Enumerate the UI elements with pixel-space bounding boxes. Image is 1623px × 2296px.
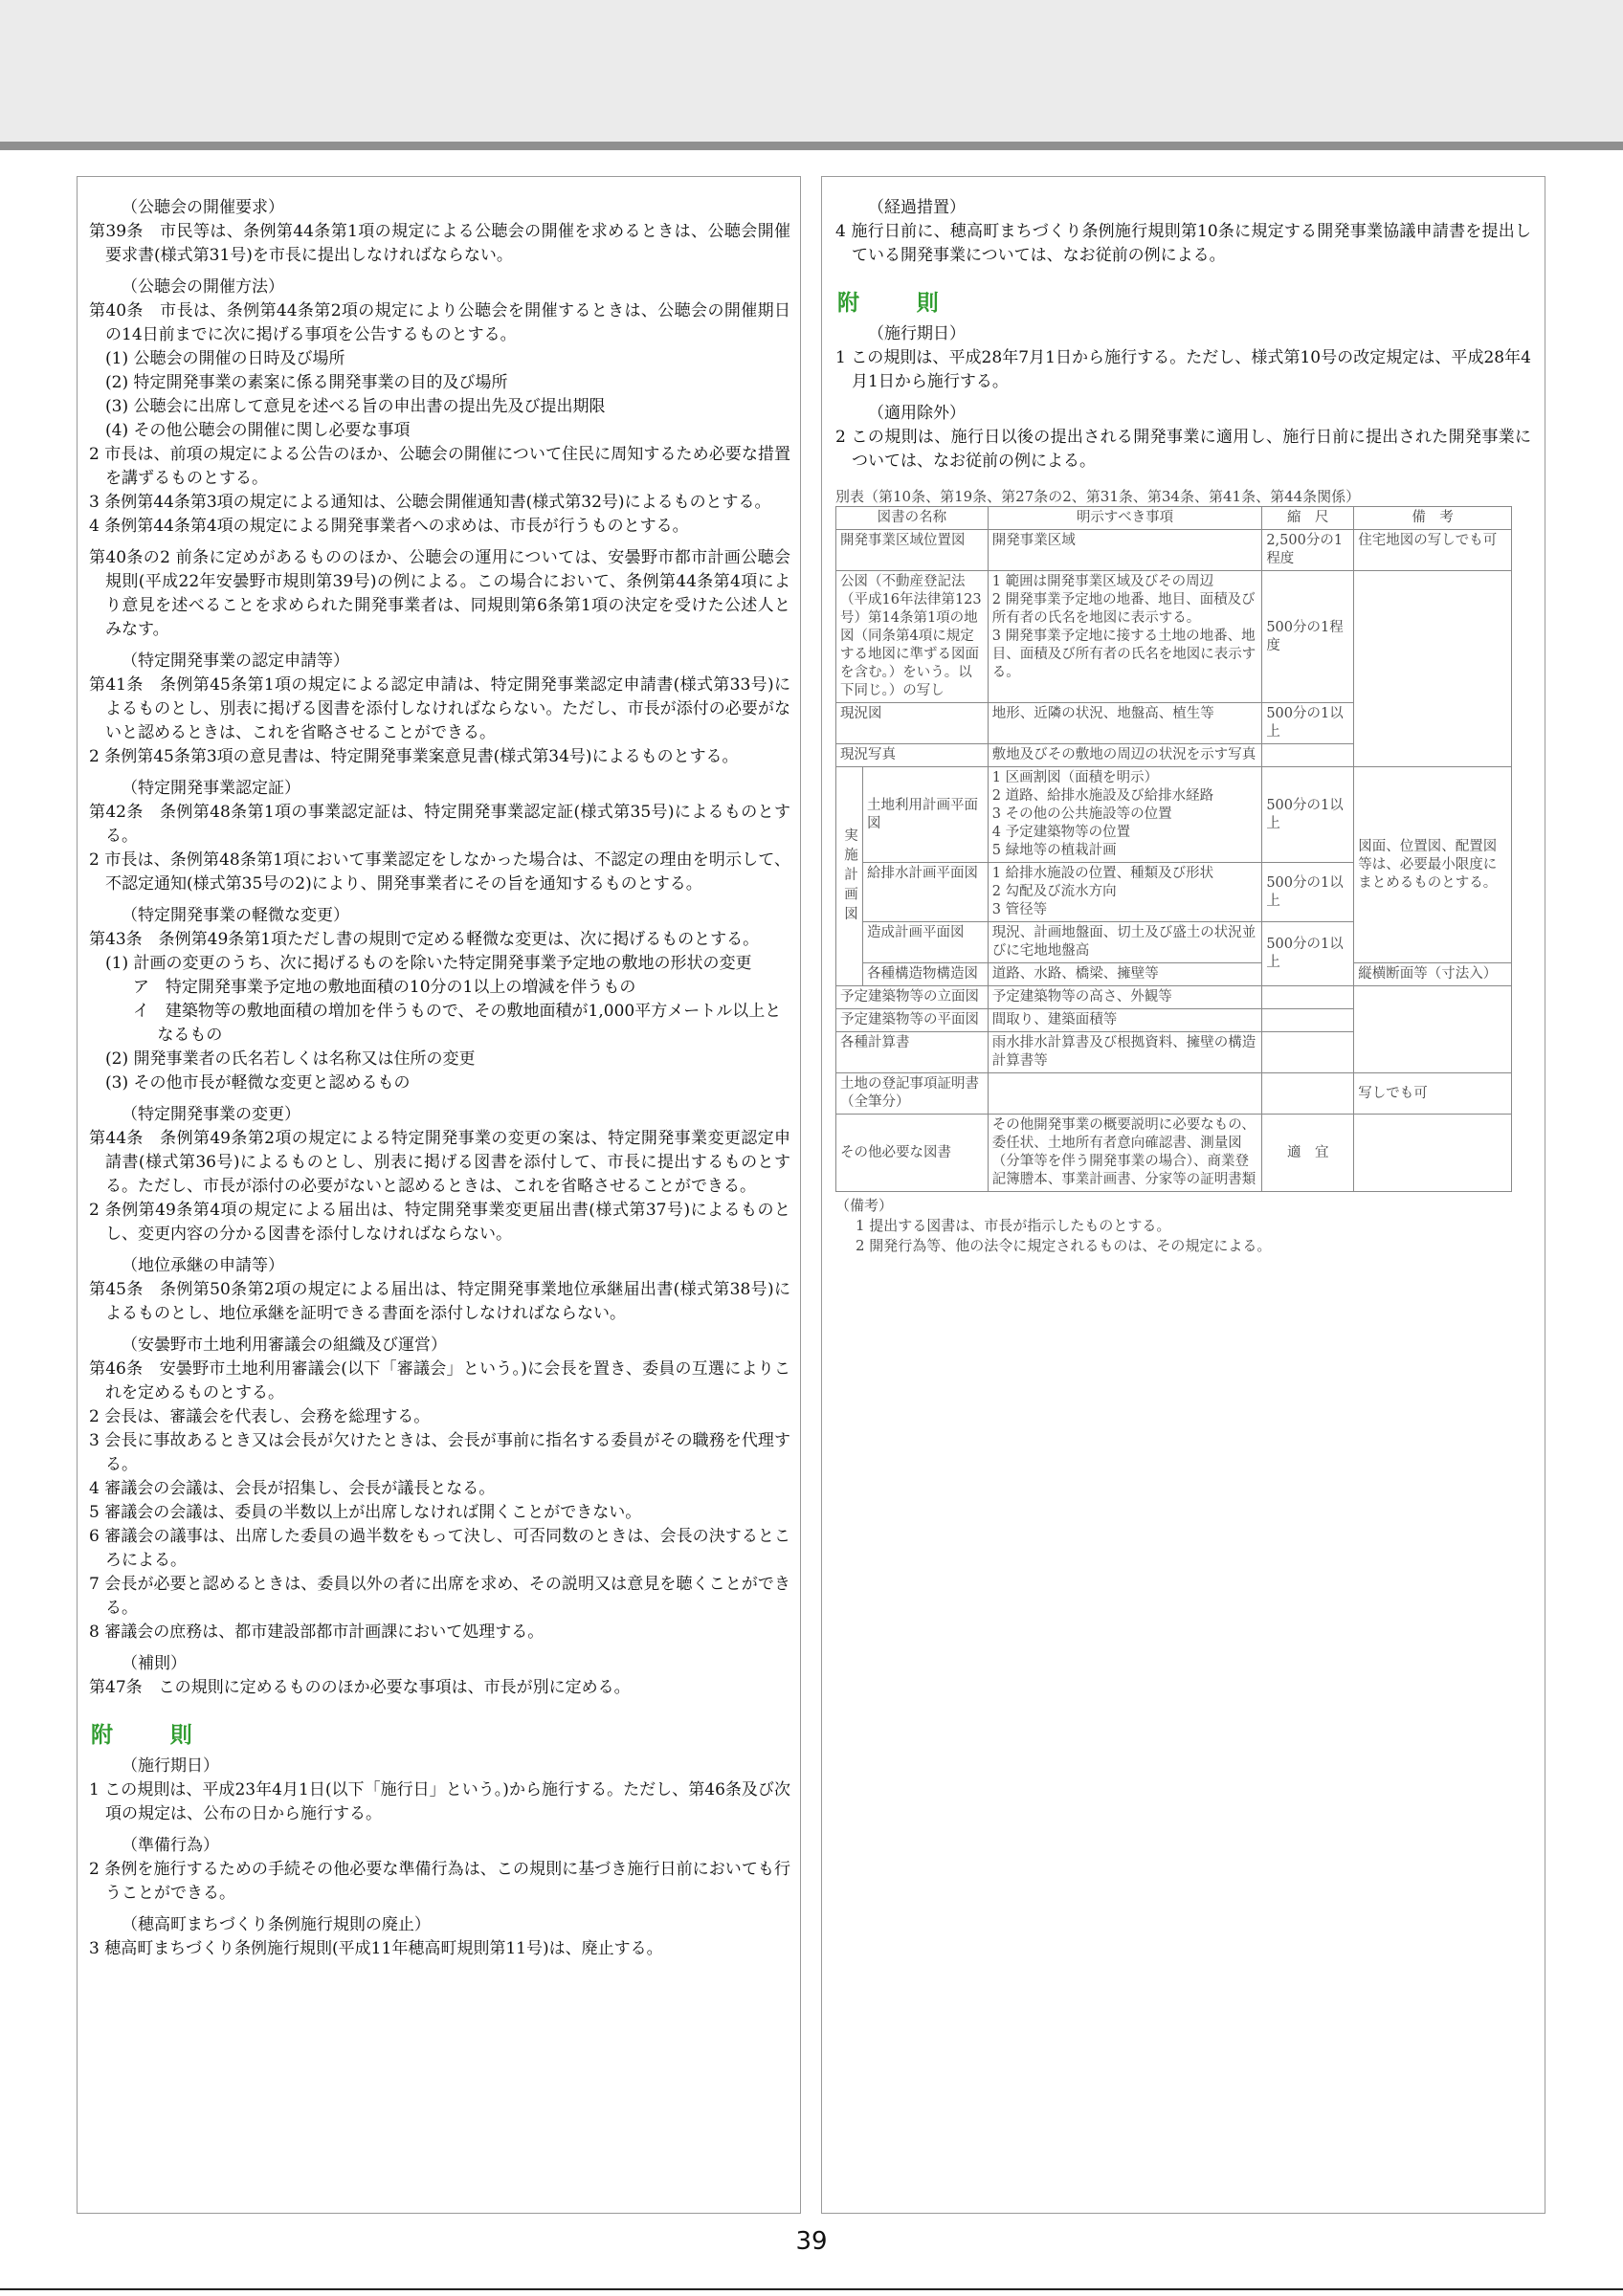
article-section (89, 1755, 790, 1826)
article-caption: （特定開発事業の軽微な変更） (122, 906, 349, 925)
doc-name: 各種構造物構造図 (863, 963, 989, 986)
article-paragraph: 2 条例第49条第4項の規定による届出は、特定開発事業変更届出書(様式第37号)によるものとし、変更内容の分かる図書を添付しなければならない。 (89, 1201, 790, 1244)
doc-scale: 500分の1程度 (1262, 571, 1354, 703)
article-section (89, 196, 790, 268)
header-remarks: 備 考 (1354, 507, 1512, 530)
header-document-name: 図書の名称 (836, 507, 989, 530)
article-section (89, 1913, 790, 1961)
supplementary-provisions-heading: 附 則 (91, 1723, 211, 1748)
right-sections (835, 196, 1531, 268)
doc-items: 道路、水路、橋梁、擁壁等 (988, 963, 1262, 986)
article-paragraph: 3 穂高町まちづくり条例施行規則(平成11年穂高町規則第11号)は、廃止する。 (89, 1939, 663, 1958)
doc-name: 公図（不動産登記法（平成16年法律第123号）第14条第1項の地図（同条第4項に規定する地図に準ずる図面を含む。）をいう。以下同じ。）の写し (836, 571, 989, 703)
article-section (89, 546, 790, 642)
article-section (89, 904, 790, 1095)
article-section (835, 322, 1531, 394)
doc-scale: 500分の1以上 (1262, 863, 1354, 922)
article-paragraph: 4 施行日前に、穂高町まちづくり条例施行規則第10条に規定する開発事業協議申請書を提出している開発事業については、なお従前の例による。 (835, 222, 1531, 265)
doc-scale: 2,500分の1程度 (1262, 530, 1354, 571)
article-paragraph: 4 審議会の会議は、会長が招集し、会長が議長となる。 (89, 1479, 496, 1498)
article-paragraph: 第39条 市民等は、条例第44条第1項の規定による公聴会の開催を求めるときは、公聴会開催要求書(様式第31号)を市長に提出しなければならない。 (89, 222, 790, 265)
left-sections (89, 196, 790, 1700)
article-paragraph: 第46条 安曇野市土地利用審議会(以下「審議会」という。)に会長を置き、委員の互選によりこれを定めるものとする。 (89, 1359, 790, 1402)
doc-items: 1 範囲は開発事業区域及びその周辺 2 開発事業予定地の地番、地目、面積及び所有者の氏名を地図に表示する。 3 開発事業予定地に接する土地の地番、地目、面積及び所有者の氏名を地図に表示する。 (988, 571, 1262, 703)
right-column (821, 176, 1545, 2214)
doc-name: 現況図 (836, 703, 989, 744)
article-item: (2) 開発事業者の氏名若しくは名称又は住所の変更 (105, 1049, 476, 1069)
doc-scale: 500分の1以上 (1262, 922, 1354, 986)
article-section (89, 1254, 790, 1326)
doc-name: 土地の登記事項証明書（全筆分） (836, 1073, 989, 1115)
article-item: イ 建築物等の敷地面積の増加を伴うもので、その敷地面積が1,000平方メートル以上となるもの (132, 1002, 782, 1045)
appendix-table (835, 506, 1512, 1192)
doc-items: 開発事業区域 (988, 530, 1262, 571)
group-label: 実施計画図 (836, 767, 863, 986)
doc-name: 予定建築物等の平面図 (836, 1009, 989, 1032)
table-row (836, 986, 1512, 1009)
doc-scale: 500分の1以上 (1262, 767, 1354, 863)
table-notes (835, 1196, 1531, 1256)
article-caption: （施行期日） (122, 1756, 219, 1776)
doc-name: 造成計画平面図 (863, 922, 989, 963)
article-caption: （適用除外） (868, 404, 966, 423)
article-caption: （安曇野市土地利用審議会の組織及び運営） (122, 1336, 447, 1355)
doc-name: 給排水計画平面図 (863, 863, 989, 922)
doc-scale-empty (1262, 986, 1354, 1009)
note-1: 1 提出する図書は、市長が指示したものとする。 (856, 1217, 1171, 1234)
doc-items: 予定建築物等の高さ、外観等 (988, 986, 1262, 1009)
article-section (89, 276, 790, 539)
article-caption: （特定開発事業の認定申請等） (122, 651, 349, 671)
article-caption: （特定開発事業認定証） (122, 779, 300, 798)
doc-items: その他開発事業の概要説明に必要なもの、委任状、土地所有者意向確認書、測量図（分筆等を伴う開発事業の場合）、商業登記簿謄本、事業計画書、分家等の証明書類 (988, 1115, 1262, 1192)
article-caption: （地位承継の申請等） (122, 1256, 284, 1275)
doc-items: 現況、計画地盤面、切土及び盛土の状況並びに宅地地盤高 (988, 922, 1262, 963)
doc-items: 地形、近隣の状況、地盤高、植生等 (988, 703, 1262, 744)
doc-note-empty (1354, 986, 1512, 1073)
article-caption: （穂高町まちづくり条例施行規則の廃止） (122, 1915, 431, 1934)
article-section (89, 777, 790, 896)
article-paragraph: 第45条 条例第50条第2項の規定による届出は、特定開発事業地位承継届出書(様式第38号)によるものとし、地位承継を証明できる書面を添付しなければならない。 (89, 1280, 790, 1323)
table-row (836, 1073, 1512, 1115)
doc-scale-empty (1262, 744, 1354, 767)
article-paragraph: 3 条例第44条第3項の規定による通知は、公聴会開催通知書(様式第32号)によるものとする。 (89, 493, 771, 512)
article-paragraph: 8 審議会の庶務は、都市建設部都市計画課において処理する。 (89, 1623, 545, 1642)
doc-name: 開発事業区域位置図 (836, 530, 989, 571)
article-paragraph: 第40条の2 前条に定めがあるもののほか、公聴会の運用については、安曇野市都市計画公聴会規則(平成22年安曇野市規則第39号)の例による。この場合において、条例第44条第4項により意見を述べることを求められた開発事業者は、同規則第6条第1項の決定を受けた公述人とみなす。 (89, 548, 790, 639)
left-supplementary (89, 1755, 790, 1961)
header-scale: 縮 尺 (1262, 507, 1354, 530)
article-paragraph: 5 審議会の会議は、委員の半数以上が出席しなければ開くことができない。 (89, 1503, 642, 1522)
article-caption: （補則） (122, 1654, 187, 1673)
table-row (836, 571, 1512, 703)
doc-scale-empty (1262, 1032, 1354, 1073)
article-paragraph: 7 会長が必要と認めるときは、委員以外の者に出席を求め、その説明又は意見を聴くことができる。 (89, 1575, 790, 1618)
article-paragraph: 2 市長は、条例第48条第1項において事業認定をしなかった場合は、不認定の理由を明示して、不認定通知(様式第35号の2)により、開発事業者にその旨を通知するものとする。 (89, 850, 790, 894)
article-section (89, 1103, 790, 1247)
right-supplementary (835, 322, 1531, 474)
article-paragraph: 3 会長に事故あるとき又は会長が欠けたときは、会長が事前に指名する委員がその職務を代理する。 (89, 1431, 790, 1474)
notes-title: （備考） (835, 1197, 894, 1214)
doc-note-empty (1354, 1115, 1512, 1192)
article-caption: （準備行為） (122, 1836, 219, 1855)
note-2: 2 開発行為等、他の法令に規定されるものは、その規定による。 (856, 1237, 1272, 1254)
doc-scale: 500分の1以上 (1262, 703, 1354, 744)
article-item: ア 特定開発事業予定地の敷地面積の10分の1以上の増減を伴うもの (132, 978, 636, 997)
article-paragraph: 4 条例第44条第4項の規定による開発事業者への求めは、市長が行うものとする。 (89, 517, 689, 536)
article-paragraph: 第40条 市長は、条例第44条第2項の規定により公聴会を開催するときは、公聴会の開催期日の14日前までに次に掲げる事項を公告するものとする。 (89, 301, 790, 344)
appendix-table-caption: 別表（第10条、第19条、第27条の2、第31条、第34条、第41条、第44条関係） (835, 488, 1361, 505)
doc-items (988, 1073, 1262, 1115)
article-paragraph: 2 条例第45条第3項の意見書は、特定開発事業案意見書(様式第34号)によるものとする。 (89, 747, 739, 766)
article-paragraph: 1 この規則は、平成23年4月1日(以下「施行日」という。)から施行する。ただし、第46条及び次項の規定は、公布の日から施行する。 (89, 1780, 790, 1823)
article-paragraph: 2 条例を施行するための手続その他必要な準備行為は、この規則に基づき施行日前においても行うことができる。 (89, 1860, 790, 1903)
doc-name: その他必要な図書 (836, 1115, 989, 1192)
table-row (836, 767, 1512, 863)
article-paragraph: 第42条 条例第48条第1項の事業認定証は、特定開発事業認定証(様式第35号)によるものとする。 (89, 803, 790, 846)
article-section (89, 1334, 790, 1645)
doc-items: 間取り、建築面積等 (988, 1009, 1262, 1032)
doc-note: 住宅地図の写しでも可 (1354, 530, 1512, 571)
article-item: (2) 特定開発事業の素案に係る開発事業の目的及び場所 (105, 373, 508, 392)
article-caption: （特定開発事業の変更） (122, 1105, 300, 1124)
article-paragraph: 第41条 条例第45条第1項の規定による認定申請は、特定開発事業認定申請書(様式第33号)によるものとし、別表に掲げる図書を添付しなければならない。ただし、市長が添付の必要がないと認めるときは、これを省略させることができる。 (89, 675, 790, 742)
footer-rule (0, 2288, 1623, 2290)
article-section (89, 650, 790, 769)
doc-note-empty (1354, 571, 1512, 767)
article-caption: （公聴会の開催要求） (122, 198, 284, 217)
article-caption: （施行期日） (868, 324, 966, 343)
doc-name: 予定建築物等の立面図 (836, 986, 989, 1009)
article-item: (3) その他市長が軽微な変更と認めるもの (105, 1073, 411, 1093)
left-column (77, 176, 801, 2214)
article-section (89, 1652, 790, 1700)
doc-scale: 適 宜 (1262, 1115, 1354, 1192)
article-item: (1) 計画の変更のうち、次に掲げるものを除いた特定開発事業予定地の敷地の形状の変更 (105, 954, 752, 973)
table-row (836, 530, 1512, 571)
doc-scale-empty (1262, 1073, 1354, 1115)
table-row (836, 1115, 1512, 1192)
doc-items: 1 区画割図（面積を明示） 2 道路、給排水施設及び給排水経路 3 その他の公共施設等の位置 4 予定建築物等の位置 5 緑地等の植栽計画 (988, 767, 1262, 863)
article-paragraph: 2 会長は、審議会を代表し、会務を総理する。 (89, 1407, 431, 1426)
doc-name: 土地利用計画平面図 (863, 767, 989, 863)
header-band (0, 0, 1623, 142)
article-section (89, 1834, 790, 1906)
doc-note: 図面、位置図、配置図等は、必要最小限度にまとめるものとする。 (1354, 767, 1512, 963)
table-row (836, 963, 1512, 986)
article-paragraph: 第44条 条例第49条第2項の規定による特定開発事業の変更の案は、特定開発事業変更認定申請書(様式第36号)によるものとし、別表に掲げる図書を添付して、市長に提出するものとする。ただし、市長が添付の必要がないと認めるときは、これを省略させることができる。 (89, 1129, 790, 1196)
doc-items: 1 給排水施設の位置、種類及び形状 2 勾配及び流水方向 3 管径等 (988, 863, 1262, 922)
doc-items: 雨水排水計算書及び根拠資料、擁壁の構造計算書等 (988, 1032, 1262, 1073)
header-rule (0, 142, 1623, 150)
article-caption: （公聴会の開催方法） (122, 277, 284, 297)
article-item: (3) 公聴会に出席して意見を述べる旨の申出書の提出先及び提出期限 (105, 397, 606, 416)
article-paragraph: 6 審議会の議事は、出席した委員の過半数をもって決し、可否同数のときは、会長の決するところによる。 (89, 1527, 790, 1570)
article-section (835, 196, 1531, 268)
page-number: 39 (795, 2227, 828, 2256)
doc-items: 敷地及びその敷地の周辺の状況を示す写真 (988, 744, 1262, 767)
article-paragraph: 第47条 この規則に定めるもののほか必要な事項は、市長が別に定める。 (89, 1678, 631, 1697)
doc-name: 現況写真 (836, 744, 989, 767)
article-paragraph: 第43条 条例第49条第1項ただし書の規則で定める軽微な変更は、次に掲げるものとする。 (89, 930, 760, 949)
article-item: (1) 公聴会の開催の日時及び場所 (105, 349, 345, 368)
article-paragraph: 2 市長は、前項の規定による公告のほか、公聴会の開催について住民に周知するため必要な措置を講ずるものとする。 (89, 445, 790, 488)
doc-note: 縦横断面等（寸法入） (1354, 963, 1512, 986)
supplementary-provisions-heading-2: 附 則 (837, 291, 957, 316)
article-section (835, 402, 1531, 474)
article-caption: （経過措置） (868, 198, 966, 217)
doc-name: 各種計算書 (836, 1032, 989, 1073)
header-items: 明示すべき事項 (988, 507, 1262, 530)
doc-note: 写しでも可 (1354, 1073, 1512, 1115)
table-header-row (836, 507, 1512, 530)
article-paragraph: 1 この規則は、平成28年7月1日から施行する。ただし、様式第10号の改定規定は、平成28年4月1日から施行する。 (835, 348, 1531, 391)
doc-scale-empty (1262, 1009, 1354, 1032)
article-item: (4) その他公聴会の開催に関し必要な事項 (105, 421, 411, 440)
article-paragraph: 2 この規則は、施行日以後の提出される開発事業に適用し、施行日前に提出された開発事業については、なお従前の例による。 (835, 428, 1531, 471)
